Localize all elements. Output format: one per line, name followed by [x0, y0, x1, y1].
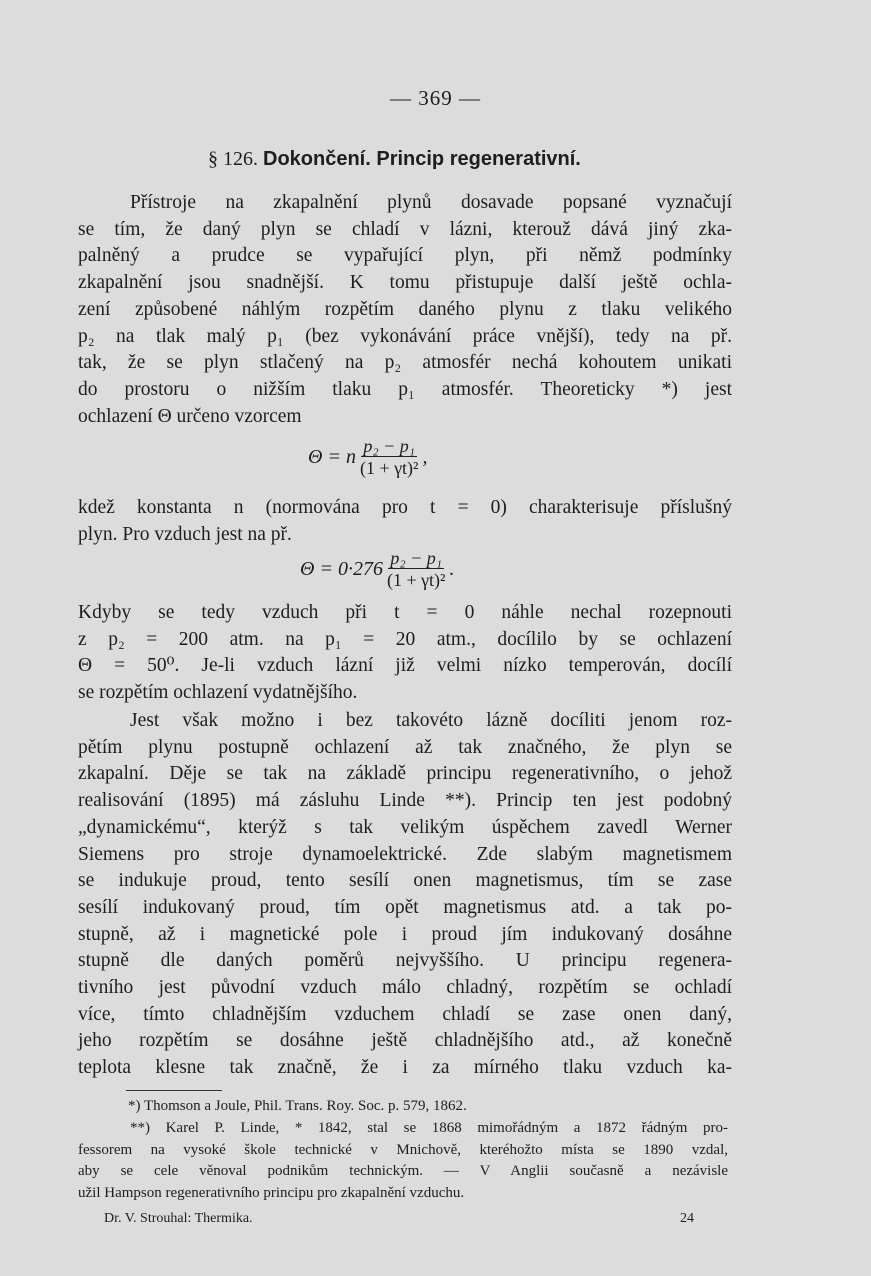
formula-numerator: p₂ − p₁	[363, 436, 416, 456]
text-line: zkapalnění jsou snadnější. K tomu přistupuje další ještě ochla-	[78, 272, 732, 294]
text-line: se rozpětím ochlazení vydatnějšího.	[78, 682, 358, 704]
footnote-line: aby se cele věnoval podnikům technickým. — V Anglii současně a nezávisle	[78, 1163, 728, 1179]
text-line: z p₂ = 200 atm. na p₁ = 20 atm., docílilo by se ochlazení	[78, 628, 732, 650]
paragraph-4	[78, 708, 732, 1082]
text-line: teplota klesne tak značně, že i za mírného tlaku vzduch ka-	[78, 1057, 732, 1079]
text-line: Jest však možno i bez takovéto lázně docíliti jenom roz-	[130, 710, 732, 731]
text-line: do prostoru o nižším tlaku p₁ atmosfér. Theoreticky *) jest	[78, 378, 732, 400]
footnote-2	[78, 1118, 728, 1204]
text-line: stupně dle daných poměrů nejvyššího. U principu regenera-	[78, 950, 732, 972]
footer-sheet-number: 24	[680, 1211, 694, 1226]
text-line: se tím, že daný plyn se chladí v lázni, kterouž dává jiný zka-	[78, 218, 732, 240]
text-line: více, tímto chladnějším vzduchem chladí se zase onen daný,	[78, 1003, 732, 1025]
text-line: realisování (1895) má zásluhu Linde **). Princip ten jest podobný	[78, 790, 732, 812]
text-line: tak, že se plyn stlačený na p₂ atmosfér nechá kohoutem unikati	[78, 352, 732, 374]
text-line: zení způsobené náhlým rozpětím daného plynu z tlaku velikého	[78, 298, 732, 320]
paragraph-1	[78, 190, 732, 430]
page-footer	[104, 1211, 694, 1227]
formula-denominator: (1 + γt)²	[386, 570, 446, 590]
text-line: stupně, až i magnetické pole i proud jím indukovaný dosáhne	[78, 923, 732, 945]
page-number: — 369 —	[390, 86, 481, 110]
paragraph-2	[78, 495, 732, 548]
footer-signature: Dr. V. Strouhal: Thermika.	[104, 1211, 253, 1226]
footnote-line: **) Karel P. Linde, * 1842, stal se 1868 mimořádným a 1872 řádným pro-	[130, 1120, 728, 1136]
section-title	[208, 148, 768, 171]
text-line: palněný a prudce se vypařující plyn, při němž podmínky	[78, 245, 732, 267]
text-line: se indukuje proud, tento sesílí onen magnetismus, tím se zase	[78, 870, 732, 892]
text-line: Θ = 50⁰. Je-li vzduch lázní již velmi nízko temperován, docílí	[78, 655, 732, 677]
air-cooling-formula	[300, 548, 454, 591]
text-line: jeho rozpětím se dosáhne ještě chladnějšího atd., až konečně	[78, 1030, 732, 1052]
footnote-line: *) Thomson a Joule, Phil. Trans. Roy. Soc. p. 579, 1862.	[128, 1098, 467, 1114]
section-symbol: § 126.	[208, 148, 258, 170]
text-line: „dynamickému“, kterýž s tak velikým úspěchem zavedl Werner	[78, 816, 732, 838]
text-line: pětím plynu postupně ochlazení až tak značného, že plyn se	[78, 736, 732, 758]
text-line: Siemens pro stroje dynamoelektrické. Zde slabým magnetismem	[78, 843, 732, 865]
formula-lhs: Θ = n	[308, 446, 356, 468]
text-line: sesílí indukovaný proud, tím opět magnetismus atd. a tak po-	[78, 896, 732, 918]
footnote-1	[128, 1096, 588, 1118]
formula-fraction	[360, 436, 419, 479]
formula-denominator: (1 + γt)²	[359, 458, 419, 478]
footnote-divider	[126, 1090, 222, 1091]
formula-numerator: p₂ − p₁	[390, 548, 443, 568]
text-line: Přístroje na zkapalnění plynů dosavade popsané vyznačují	[130, 192, 732, 213]
text-line: zkapalní. Děje se tak na základě principu regenerativního, o jehož	[78, 763, 732, 785]
formula-tail: ,	[422, 446, 428, 468]
text-line: tivního jest původní vzduch málo chladný, rozpětím se ochladí	[78, 977, 732, 999]
cooling-formula	[308, 436, 427, 479]
section-heading: Dokončení. Princip regenerativní.	[263, 148, 581, 170]
footnote-line: fessorem na vysoké škole technické v Mnichově, kteréhožto místa se 1890 vzdal,	[78, 1141, 728, 1158]
formula-lhs: Θ = 0·276	[300, 558, 383, 580]
text-line: kdež konstanta n (normována pro t = 0) charakterisuje příslušný	[78, 497, 732, 518]
text-line: Kdyby se tedy vzduch při t = 0 náhle nechal rozepnouti	[78, 602, 732, 623]
footnote-line: užil Hampson regenerativního principu pro zkapalnění vzduchu.	[78, 1184, 465, 1201]
formula-tail: .	[449, 558, 455, 580]
text-line: plyn. Pro vzduch jest na př.	[78, 523, 292, 545]
formula-fraction	[387, 548, 446, 591]
text-line: ochlazení Θ určeno vzorcem	[78, 405, 302, 427]
text-line: p₂ na tlak malý p₁ (bez vykonávání práce vnější), tedy na př.	[78, 325, 732, 347]
paragraph-3	[78, 600, 732, 707]
